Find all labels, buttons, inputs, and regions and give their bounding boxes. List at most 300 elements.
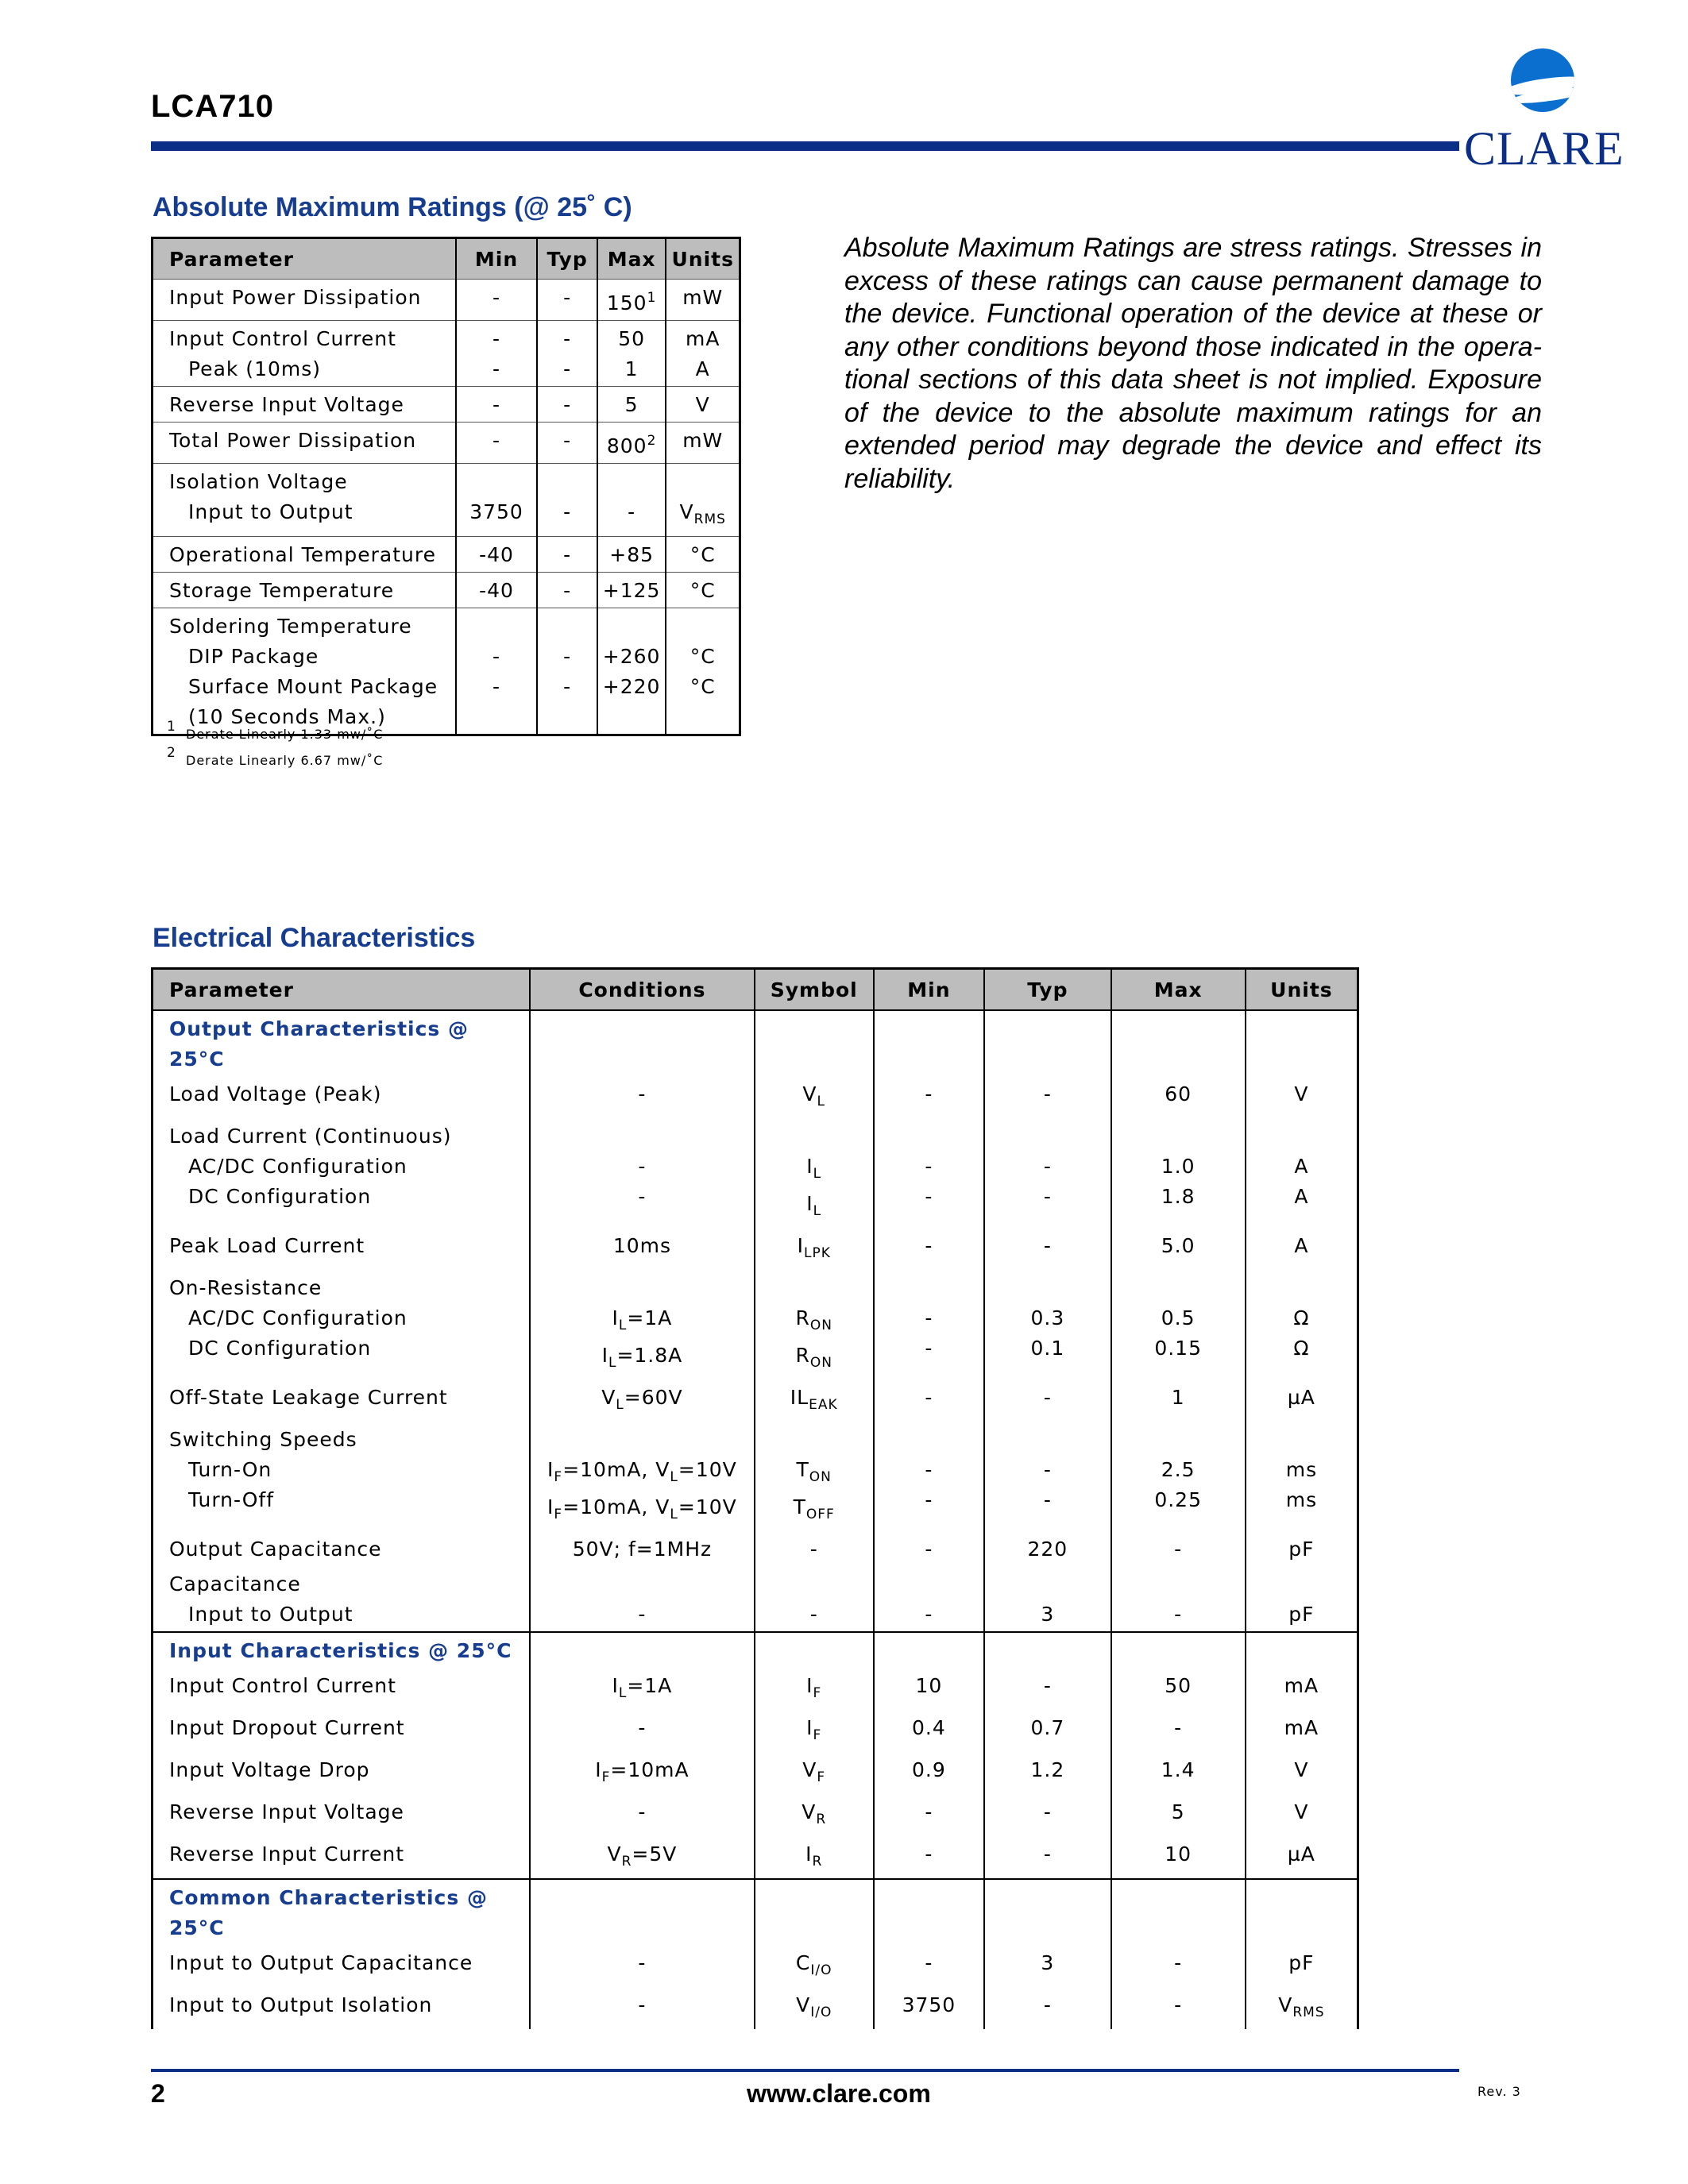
ec-line xyxy=(879,1569,979,1599)
amr-cell-min xyxy=(456,608,538,735)
ec-cell-min xyxy=(874,1076,985,1118)
ec-cell-conditions xyxy=(530,1118,755,1228)
cell-text: IL xyxy=(790,1386,809,1409)
cell-text: V xyxy=(1278,1993,1293,2016)
cell-text: - xyxy=(492,393,501,416)
ec-cell-symbol xyxy=(755,1531,874,1566)
ec-cell-min xyxy=(874,1794,985,1836)
amr-line xyxy=(603,612,661,642)
ec-line xyxy=(1251,1455,1352,1485)
ec-line: - xyxy=(1174,1538,1183,1561)
cell-text: pF xyxy=(1288,1603,1315,1626)
ec-line xyxy=(1251,1333,1352,1364)
amr-row xyxy=(153,280,740,321)
footer-url[interactable]: www.clare.com xyxy=(747,2079,931,2108)
cell-text: mA xyxy=(686,327,720,350)
ec-cell-parameter xyxy=(153,1566,531,1632)
ec-cell-max xyxy=(1111,1752,1246,1794)
ec-line xyxy=(535,1341,749,1378)
ec-group-empty xyxy=(530,1010,755,1076)
amr-cell-param xyxy=(153,280,456,321)
cell-text: =10mA, V xyxy=(562,1495,670,1518)
ec-cell-min xyxy=(874,1379,985,1422)
ec-group-empty xyxy=(874,1879,985,1945)
ec-line xyxy=(760,1990,868,2028)
ec-line xyxy=(760,1121,868,1152)
ec-cell-units xyxy=(1246,1836,1358,1879)
ec-line xyxy=(760,1189,868,1226)
amr-line xyxy=(462,672,532,702)
ec-line xyxy=(760,1341,868,1378)
amr-cell-min xyxy=(456,464,538,537)
ec-line xyxy=(1117,1273,1240,1303)
cell-text: - xyxy=(492,675,501,698)
amr-line xyxy=(671,497,734,534)
ec-line: - xyxy=(925,1337,933,1360)
ec-cell-units xyxy=(1246,1987,1358,2029)
cell-text: +260 xyxy=(602,645,661,668)
amr-line xyxy=(169,426,450,456)
ec-line xyxy=(990,1425,1105,1455)
amr-line xyxy=(543,426,591,456)
ec-line xyxy=(535,1990,749,2020)
ec-line xyxy=(1251,1152,1352,1182)
cell-text: +220 xyxy=(602,675,661,698)
ec-cell-min xyxy=(874,1836,985,1879)
amr-col-typ: Typ xyxy=(537,238,597,280)
amr-cell-param xyxy=(153,573,456,608)
ec-row xyxy=(153,1987,1358,2029)
ec-cell-max xyxy=(1111,1566,1246,1632)
amr-line xyxy=(169,576,450,606)
ec-line xyxy=(535,1797,749,1827)
ec-cell-symbol xyxy=(755,1379,874,1422)
amr-line xyxy=(671,426,734,456)
amr-line xyxy=(603,576,661,606)
cell-text: - xyxy=(563,579,572,602)
ec-cell-symbol xyxy=(755,1945,874,1987)
cell-text: - xyxy=(492,286,501,309)
ec-line xyxy=(760,1383,868,1420)
ec-cell-conditions xyxy=(530,1531,755,1566)
ec-line xyxy=(535,1713,749,1743)
ec-row xyxy=(153,1566,1358,1632)
amr-cell-param xyxy=(153,423,456,464)
ec-line: 3 xyxy=(1041,1603,1055,1626)
ec-line xyxy=(535,1152,749,1182)
ec-line: Input Control Current xyxy=(169,1674,396,1697)
cell-text: 800 xyxy=(606,434,647,457)
cell-text: =60V xyxy=(624,1386,683,1409)
ec-row xyxy=(153,1668,1358,1710)
ec-line: Input to Output xyxy=(188,1603,353,1626)
ec-col-max: Max xyxy=(1111,969,1246,1011)
subscript: R xyxy=(621,1854,632,1870)
cell-text: - xyxy=(638,1951,647,1974)
ec-line xyxy=(760,1079,868,1117)
amr-line xyxy=(543,642,591,672)
ec-line: - xyxy=(1043,1843,1052,1866)
ec-cell-min xyxy=(874,1566,985,1632)
ec-group-label: Input Characteristics @ 25°C xyxy=(169,1639,512,1662)
cell-text: - xyxy=(563,675,572,698)
subscript: I/O xyxy=(810,2005,832,2020)
cell-text: - xyxy=(492,327,501,350)
ec-line: - xyxy=(925,1488,933,1511)
ec-group-label: Output Characteristics @ 25°C xyxy=(169,1017,469,1071)
ec-line xyxy=(535,1569,749,1599)
ec-line xyxy=(1251,1839,1352,1870)
amr-line xyxy=(671,467,734,497)
ec-col-min: Min xyxy=(874,969,985,1011)
ec-row xyxy=(153,1422,1358,1531)
amr-cell-max xyxy=(597,423,666,464)
ec-cell-conditions xyxy=(530,1710,755,1752)
revision-label: Rev. 3 xyxy=(1477,2084,1521,2099)
ec-cell-conditions xyxy=(530,1566,755,1632)
amr-line xyxy=(462,497,532,527)
ec-line: Switching Speeds xyxy=(169,1428,357,1451)
amr-cell-param xyxy=(153,537,456,573)
cell-text: I xyxy=(806,1674,813,1697)
cell-text: V xyxy=(607,1843,622,1866)
ec-line: - xyxy=(1043,1155,1052,1178)
amr-line xyxy=(169,672,450,702)
ec-group-empty xyxy=(530,1632,755,1668)
ec-col-conditions: Conditions xyxy=(530,969,755,1011)
ec-cell-typ xyxy=(984,1794,1111,1836)
ec-cell-parameter xyxy=(153,1752,531,1794)
amr-line xyxy=(462,642,532,672)
amr-cell-min xyxy=(456,423,538,464)
ec-line: 1.4 xyxy=(1161,1758,1196,1781)
ec-cell-min xyxy=(874,1710,985,1752)
ec-line xyxy=(1251,1425,1352,1455)
ec-line xyxy=(760,1152,868,1189)
amr-line xyxy=(543,702,591,732)
ec-cell-symbol xyxy=(755,1422,874,1531)
ec-group-empty xyxy=(984,1632,1111,1668)
amr-line xyxy=(671,354,734,384)
amr-line xyxy=(603,702,661,732)
ec-line: - xyxy=(1043,1082,1052,1106)
ec-line xyxy=(535,1079,749,1109)
amr-row xyxy=(153,464,740,537)
ec-line xyxy=(1251,1303,1352,1333)
ec-cell-parameter xyxy=(153,1118,531,1228)
ec-cell-parameter xyxy=(153,1531,531,1566)
subscript: F xyxy=(817,1769,826,1785)
ec-group-row xyxy=(153,1010,1358,1076)
ec-line xyxy=(760,1231,868,1268)
ec-line: 1.0 xyxy=(1161,1155,1196,1178)
amr-row xyxy=(153,387,740,423)
cell-text: Input Power Dissipation xyxy=(169,286,422,309)
amr-line xyxy=(543,497,591,527)
cell-text: I xyxy=(797,1234,804,1257)
footer-rule xyxy=(151,2069,1459,2072)
cell-text: pF xyxy=(1288,1538,1315,1561)
amr-cell-units xyxy=(666,464,740,537)
ec-col-units: Units xyxy=(1246,969,1358,1011)
ec-line xyxy=(535,1671,749,1708)
ec-cell-conditions xyxy=(530,1379,755,1422)
ec-cell-conditions xyxy=(530,1076,755,1118)
ec-line: 10 xyxy=(915,1674,943,1697)
ec-cell-max xyxy=(1111,1836,1246,1879)
cell-text: °C xyxy=(689,645,716,668)
cell-text: A xyxy=(1294,1185,1309,1208)
ec-line: Input Voltage Drop xyxy=(169,1758,370,1781)
ec-section-title: Electrical Characteristics xyxy=(153,923,476,953)
ec-group-empty xyxy=(755,1010,874,1076)
ec-cell-units xyxy=(1246,1710,1358,1752)
ec-group-empty xyxy=(755,1879,874,1945)
cell-text: 50 xyxy=(618,327,646,350)
amr-line xyxy=(603,497,661,527)
cell-text: - xyxy=(563,543,572,566)
ec-line: 5.0 xyxy=(1161,1234,1196,1257)
ec-row xyxy=(153,1118,1358,1228)
ec-group-empty xyxy=(984,1879,1111,1945)
ec-line xyxy=(760,1671,868,1708)
cell-text: I xyxy=(595,1758,602,1781)
ec-cell-parameter xyxy=(153,1987,531,2029)
ec-line xyxy=(990,1273,1105,1303)
ec-row xyxy=(153,1836,1358,1879)
ec-cell-units xyxy=(1246,1668,1358,1710)
ec-cell-parameter xyxy=(153,1710,531,1752)
cell-text: pF xyxy=(1288,1951,1315,1974)
ec-cell-symbol xyxy=(755,1752,874,1794)
ec-line xyxy=(1117,1121,1240,1152)
ec-line: Output Capacitance xyxy=(169,1538,382,1561)
ec-group-empty xyxy=(874,1632,985,1668)
ec-cell-units xyxy=(1246,1531,1358,1566)
amr-header-row xyxy=(153,238,740,280)
ec-line xyxy=(760,1273,868,1303)
amr-body xyxy=(153,280,740,735)
ec-line xyxy=(1251,1569,1352,1599)
amr-line xyxy=(671,324,734,354)
ec-line xyxy=(760,1455,868,1492)
cell-text: 3750 xyxy=(469,500,523,523)
cell-text: V xyxy=(802,1800,817,1823)
ec-line xyxy=(1251,1182,1352,1212)
cell-text: Peak (10ms) xyxy=(188,357,322,380)
amr-cell-max xyxy=(597,387,666,423)
ec-cell-min xyxy=(874,1228,985,1270)
ec-cell-parameter xyxy=(153,1228,531,1270)
brand-wordmark: CLARE xyxy=(1464,122,1624,175)
subscript: R xyxy=(816,1812,827,1827)
ec-line: 3750 xyxy=(902,1993,956,2016)
cell-text: I xyxy=(612,1306,619,1329)
amr-row xyxy=(153,573,740,608)
cell-text: 10ms xyxy=(612,1234,672,1257)
ec-cell-min xyxy=(874,1118,985,1228)
ec-cell-max xyxy=(1111,1422,1246,1531)
ec-line: - xyxy=(925,1458,933,1481)
ec-cell-conditions xyxy=(530,1987,755,2029)
amr-line xyxy=(169,612,450,642)
ec-cell-max xyxy=(1111,1531,1246,1566)
cell-text: T xyxy=(796,1458,809,1481)
cell-text: A xyxy=(695,357,710,380)
ec-cell-max xyxy=(1111,1270,1246,1379)
ec-line xyxy=(535,1303,749,1341)
ec-line xyxy=(535,1839,749,1877)
amr-line xyxy=(603,283,661,318)
ec-cell-typ xyxy=(984,1945,1111,1987)
ec-cell-symbol xyxy=(755,1228,874,1270)
amr-line xyxy=(671,576,734,606)
ec-cell-conditions xyxy=(530,1668,755,1710)
amr-line xyxy=(603,540,661,570)
ec-row xyxy=(153,1076,1358,1118)
header-rule xyxy=(151,141,1459,151)
ec-line: 0.5 xyxy=(1161,1306,1196,1329)
ec-line: - xyxy=(925,1800,933,1823)
ec-cell-max xyxy=(1111,1945,1246,1987)
ec-group-empty xyxy=(1111,1879,1246,1945)
amr-cell-units xyxy=(666,387,740,423)
ec-line xyxy=(1251,1948,1352,1978)
cell-text: mA xyxy=(1284,1716,1319,1739)
ec-table xyxy=(151,967,1359,2029)
ec-cell-typ xyxy=(984,1076,1111,1118)
amr-stress-note: Absolute Maximum Ratings are stress ratings. Stresses in excess of these ratings can cause permanent damage to the device. Functional operation of the device at these or any other conditions beyond those indicated in the opera-tional sections of this data sheet is not implied. Exposure of the device to the absolute maximum ratings for an extended period may degrade the device and effect its reliability. xyxy=(844,233,1542,494)
cell-text: V xyxy=(679,500,694,523)
amr-col-parameter: Parameter xyxy=(153,238,456,280)
subscript: L xyxy=(618,1318,628,1333)
amr-line xyxy=(169,642,450,672)
ec-line xyxy=(760,1797,868,1835)
ec-col-typ: Typ xyxy=(984,969,1111,1011)
cell-text: - xyxy=(809,1603,818,1626)
amr-line xyxy=(462,467,532,497)
cell-text: =10V xyxy=(678,1458,737,1481)
cell-text: =10mA, V xyxy=(562,1458,670,1481)
amr-cell-max xyxy=(597,464,666,537)
subscript: F xyxy=(601,1769,611,1785)
subscript: EAK xyxy=(809,1397,838,1413)
ec-line xyxy=(1251,1713,1352,1743)
amr-cell-typ xyxy=(537,537,597,573)
amr-col-min: Min xyxy=(456,238,538,280)
ec-cell-max xyxy=(1111,1379,1246,1422)
cell-text: (10 Seconds Max.) xyxy=(188,705,386,728)
ec-line xyxy=(1251,1797,1352,1827)
ec-cell-units xyxy=(1246,1228,1358,1270)
ec-group-empty xyxy=(1246,1879,1358,1945)
ec-line xyxy=(760,1425,868,1455)
ec-cell-units xyxy=(1246,1076,1358,1118)
cell-text: V xyxy=(1294,1800,1309,1823)
subscript: L xyxy=(670,1507,678,1522)
amr-row xyxy=(153,321,740,387)
cell-text: Input to Output xyxy=(188,500,353,523)
amr-line xyxy=(462,283,532,313)
amr-cell-max xyxy=(597,608,666,735)
ec-line: - xyxy=(925,1951,933,1974)
cell-text: V xyxy=(1294,1082,1309,1106)
ec-line xyxy=(760,1599,868,1630)
ec-cell-min xyxy=(874,1531,985,1566)
ec-line: - xyxy=(925,1155,933,1178)
part-number: LCA710 xyxy=(151,89,274,124)
ec-line: - xyxy=(925,1082,933,1106)
ec-col-symbol: Symbol xyxy=(755,969,874,1011)
ec-line: 0.9 xyxy=(912,1758,946,1781)
ec-cell-typ xyxy=(984,1987,1111,2029)
ec-line xyxy=(760,1303,868,1341)
ec-line xyxy=(760,1534,868,1565)
ec-cell-symbol xyxy=(755,1566,874,1632)
ec-cell-parameter xyxy=(153,1076,531,1118)
cell-text: 150 xyxy=(606,291,647,314)
amr-line xyxy=(462,354,532,384)
subscript: L xyxy=(817,1094,826,1109)
amr-line xyxy=(671,540,734,570)
ec-line: Turn-On xyxy=(188,1458,272,1481)
ec-cell-typ xyxy=(984,1752,1111,1794)
subscript: L xyxy=(616,1397,624,1413)
ec-cell-units xyxy=(1246,1945,1358,1987)
ec-line: 1.8 xyxy=(1161,1185,1196,1208)
amr-line xyxy=(462,426,532,456)
ec-row xyxy=(153,1794,1358,1836)
ec-line: Capacitance xyxy=(169,1572,301,1596)
ec-cell-typ xyxy=(984,1118,1111,1228)
ec-line xyxy=(990,1121,1105,1152)
subscript: ON xyxy=(809,1469,832,1485)
amr-line xyxy=(543,540,591,570)
ec-line: DC Configuration xyxy=(188,1185,372,1208)
amr-line xyxy=(462,576,532,606)
amr-line xyxy=(462,540,532,570)
subscript: I/O xyxy=(810,1962,832,1978)
cell-text: Isolation Voltage xyxy=(169,470,348,493)
ec-cell-typ xyxy=(984,1566,1111,1632)
ec-cell-max xyxy=(1111,1076,1246,1118)
amr-cell-units xyxy=(666,423,740,464)
ec-line xyxy=(1251,1534,1352,1565)
ec-line xyxy=(760,1948,868,1985)
ec-line: 0.7 xyxy=(1030,1716,1065,1739)
ec-line: 50 xyxy=(1165,1674,1192,1697)
subscript: L xyxy=(608,1355,617,1371)
amr-line xyxy=(671,672,734,702)
clare-globe-icon xyxy=(1508,46,1577,114)
cell-text: R xyxy=(795,1344,810,1367)
cell-text: µA xyxy=(1287,1843,1315,1866)
cell-text: Operational Temperature xyxy=(169,543,436,566)
ec-cell-min xyxy=(874,1270,985,1379)
ec-line: 0.15 xyxy=(1154,1337,1202,1360)
cell-text: ms xyxy=(1285,1488,1318,1511)
cell-text: - xyxy=(563,357,572,380)
ec-line: - xyxy=(1174,1603,1183,1626)
amr-row xyxy=(153,423,740,464)
amr-line xyxy=(543,467,591,497)
ec-group-empty xyxy=(1111,1632,1246,1668)
ec-line xyxy=(879,1425,979,1455)
ec-line: 1.2 xyxy=(1030,1758,1065,1781)
amr-line xyxy=(671,283,734,313)
ec-line xyxy=(535,1599,749,1630)
cell-text: Ω xyxy=(1293,1306,1310,1329)
